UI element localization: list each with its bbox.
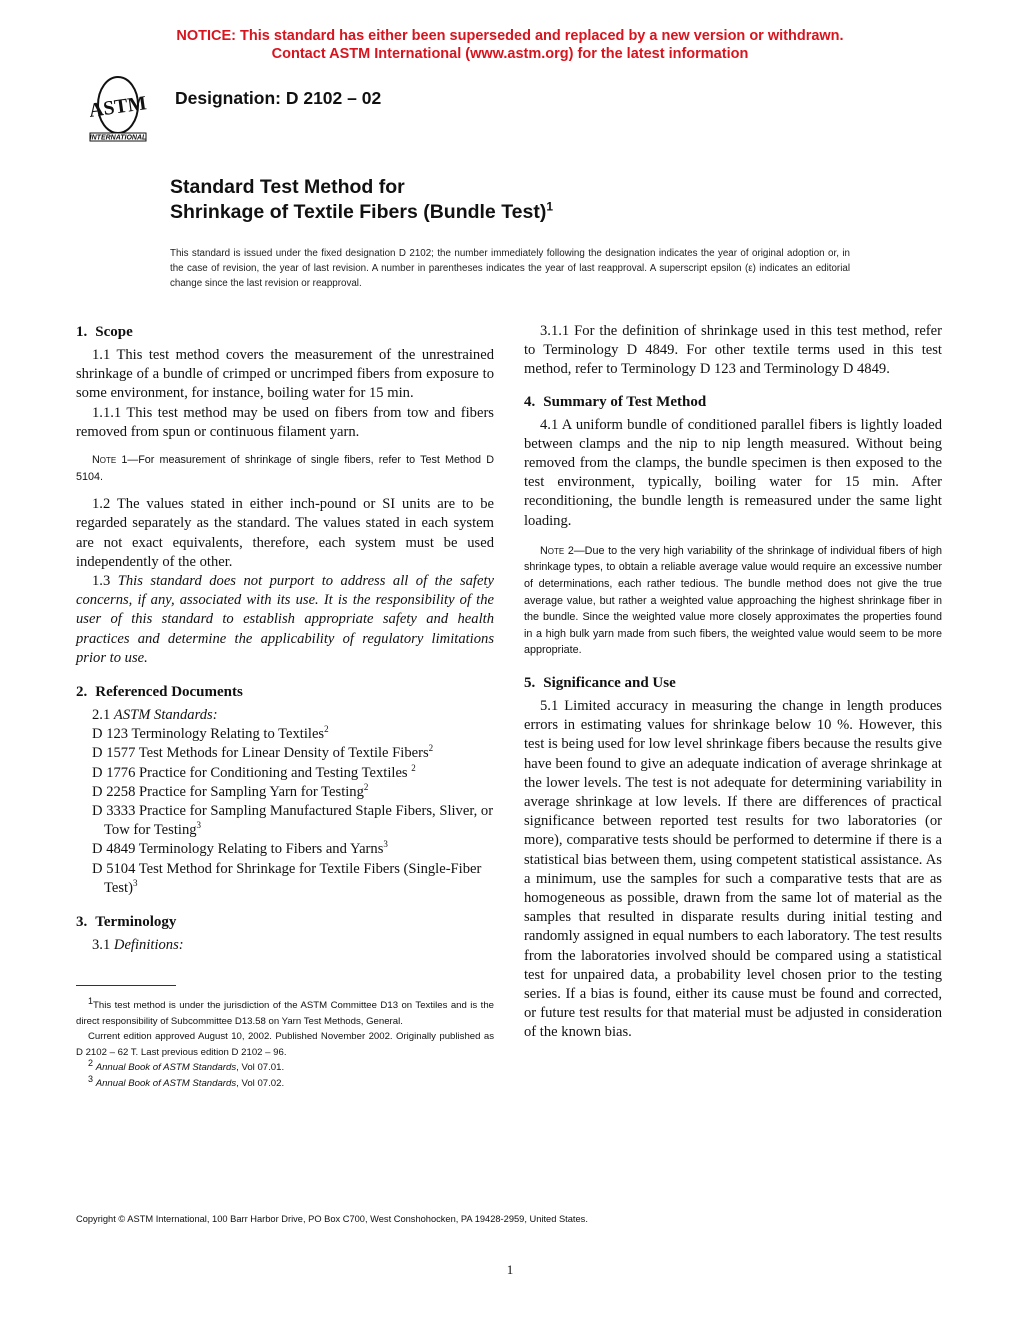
reference-footnote-ref: 3 [196,820,202,831]
para-1-3 [76,572,494,668]
safety-caveat: This standard does not purport to address all of the safety concerns, if any, associated with its use. It is the responsibility of the user of this standard to establish appropriate safety and health practices and determine the applicability of regulatory limitations prior to use. [76,573,494,666]
footnote-number: 3 [88,1073,94,1084]
footnote-number: 1 [88,995,94,1006]
footnote-rule [76,985,176,986]
footnote-book-title: Annual Book of ASTM Standards [95,1062,237,1074]
page-number: 1 [506,1262,514,1277]
reference-item [76,802,494,840]
section-number: 4. [524,393,536,410]
para-5-1: 5.1 Limited accuracy in measuring the change in length produces errors in estimating values for shrinkage below 10 %. However, this test is being used for low level shrinkage fibers because the results give have been found to give an adequate indication of average shrinkage at the lower levels. The test is not adequate for determining variability in average shrinkage at low levels. If there are differences of practical significance between reported test results for two laboratories (or more), comparative tests should be performed to determine if there is a statistical bias between them, using competent statistical assistance. As a minimum, use the samples for such a comparative tests that are as homogeneous as possible, drawn from the same lot of material as the samples that resulted in disparate results during initial testing and randomly assigned in equal numbers to each laboratory. The test results from the laboratories involved should be compared using a statistical test for unpaired data, a probability level chosen prior to the testing series. If a bias is found, either its cause must be found and corrected, or future test results for that material must be adjusted in consideration of the known bias. [524,697,942,1041]
section-title: Scope [95,324,133,340]
footnote-number: 2 [88,1058,94,1069]
reference-item [76,860,494,898]
section-summary-heading [524,392,942,412]
section-number: 5. [524,674,536,691]
reference-footnote-ref: 2 [363,781,369,792]
reference-item [76,783,494,802]
astm-standards-label: ASTM Standards: [113,707,218,724]
notice-line-2: Contact ASTM International (www.astm.org) for the latest information [271,46,749,62]
reference-text: D 1577 Test Methods for Linear Density of Textile Fibers [92,745,429,762]
section-title: Significance and Use [543,674,676,691]
para-2-1 [76,706,494,725]
footnote-book-title: Annual Book of ASTM Standards [95,1077,237,1089]
note-label: Note 2 [540,544,574,557]
section-title: Terminology [95,914,177,931]
section-references-heading [76,682,494,702]
reference-footnote-ref: 3 [383,839,388,850]
footnote-volume: , Vol 07.01. [236,1062,285,1074]
logo-international-label: INTERNATIONAL [89,134,147,142]
section-significance-heading [524,673,942,693]
document-title [170,175,553,225]
para-1-1-1: 1.1.1 This test method may be used on fibers from tow and fibers removed from spun or continuous filament yarn. [76,404,494,440]
reference-text: D 3333 Practice for Sampling Manufactured Staple Fibers, Sliver, or Tow for Testing [92,803,494,839]
reference-footnote-ref: 2 [428,743,434,754]
para-number: 3.1 [92,937,111,954]
reference-footnote-ref: 2 [324,724,329,735]
notice-line-1: NOTICE: This standard has either been superseded and replaced by a new version or withdrawn. [176,28,844,44]
copyright: Copyright © ASTM International, 100 Barr Harbor Drive, PO Box C700, West Conshohocken, PA 19428-2959, United States. [76,1214,588,1224]
reference-text: D 123 Terminology Relating to Textiles [92,726,325,743]
section-terminology-heading [76,912,494,932]
reference-footnote-ref: 2 [411,762,416,773]
section-number: 1. [76,324,88,340]
note-text: —For measurement of shrinkage of single fibers, refer to Test Method D 5104. [76,454,494,483]
right-column [524,322,942,1043]
reference-text: D 1776 Practice for Conditioning and Testing Textiles [92,764,412,781]
astm-logo [76,73,160,149]
reference-text: D 5104 Test Method for Shrinkage for Textile Fibers (Single-Fiber Test) [92,860,482,896]
title-line-1: Standard Test Method for [170,176,405,198]
reference-item [76,744,494,763]
withdrawal-notice [0,27,1020,63]
footnote-volume: , Vol 07.02. [236,1077,285,1089]
note-1 [76,452,494,485]
reference-item [76,725,494,744]
title-footnote-ref: 1 [546,199,554,214]
para-1-2: 1.2 The values stated in either inch-pound or SI units are to be regarded separately as the standard. The values stated in each system are not exact equivalents, therefore, each system must be used independently of the other. [76,496,494,570]
para-number: 2.1 [92,707,111,724]
section-number: 3. [76,914,88,931]
designation: Designation: D 2102 – 02 [175,88,382,108]
footnote-2 [76,1060,494,1076]
left-column [76,322,494,955]
footnote-1 [76,995,494,1029]
note-2 [524,543,942,659]
note-label: Note 1 [92,454,128,467]
footnote-1-edition: Current edition approved August 10, 2002. Published November 2002. Originally published as D 2102 – 62 T. Last previous edition D 2102 – 96. [76,1031,494,1058]
reference-text: D 2258 Practice for Sampling Yarn for Testing [92,783,364,800]
astm-logo-mark: ASTM [87,92,148,122]
footnote-text: This test method is under the jurisdiction of the ASTM Committee D13 on Textiles and is the direct responsibility of Subcommittee D13.58 on Yarn Test Methods, General. [76,1000,494,1027]
footnotes [76,985,494,1092]
reference-item [76,840,494,859]
section-title: Referenced Documents [95,684,243,701]
reference-footnote-ref: 3 [132,878,138,888]
section-number: 2. [76,684,88,701]
para-4-1: 4.1 A uniform bundle of conditioned parallel fibers is lightly loaded between clamps and the nip to nip length measured. Without being removed from the clamps, the bundle specimen is then exposed to the test environment, typically, boiling water for 15 min. After reconditioning, the bundle length is remeasured under the same light loading. [524,416,942,529]
title-line-2 [170,200,553,225]
reference-item [76,764,494,783]
preamble: This standard is issued under the fixed designation D 2102; the number immediately following the designation indicates the year of original adoption or, in the case of revision, the year of last revision. A number in parentheses indicates the year of last reapproval. A superscript epsilon (ε) indicates an editorial change since the last revision or reapproval. [170,248,850,289]
reference-text: D 4849 Terminology Relating to Fibers and Yarns [92,841,384,858]
para-1-1: 1.1 This test method covers the measurement of the unrestrained shrinkage of a bundle of crimped or uncrimped fibers from exposure to some environment, for instance, boiling water for 15 min. [76,347,494,402]
para-3-1-1: 3.1.1 For the definition of shrinkage used in this test method, refer to Terminology D 4849. For other textile terms used in this test method, refer to Terminology D 123 and Terminology D 4849. [524,323,942,378]
definitions-label: Definitions: [113,937,184,954]
section-scope-heading [76,322,494,342]
note-text: —Due to the very high variability of the shrinkage of individual fibers of high shrinkage types, to obtain a reliable average value would require an excessive number of determinations, each rather tedious. The bundle method does not give the true average value, but rather a weighted value approaching the highest shrinkage fiber in the bundle. Since the weighted value more closely approximates the properties found in a high bulk yarn made from such fibers, the weighted value would seem to be more appropriate. [524,544,943,657]
footnote-3 [76,1073,494,1092]
para-3-1 [76,936,494,955]
para-number: 1.3 [92,573,111,590]
title-line-2-text: Shrinkage of Textile Fibers (Bundle Test) [170,201,547,223]
section-title: Summary of Test Method [543,393,707,410]
